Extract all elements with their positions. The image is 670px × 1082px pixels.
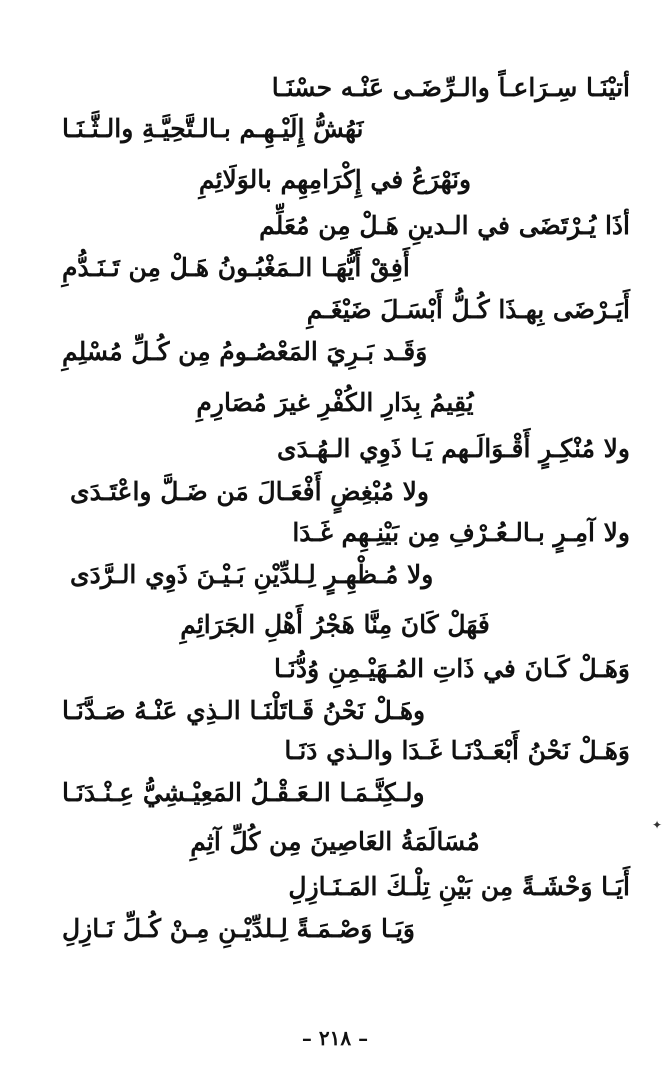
verse-line-10: ولا مُبْغِضٍ أَفْعَـالَ مَن ضَـلَّ واعْتَـدَى <box>70 477 429 506</box>
verse-line-16: وَهَـلْ نَحْنُ أَبْعَـدْنَـا غَـدَا والـذي دَنَـا <box>284 736 630 765</box>
refrain-line-3: فَهَلْ كَانَ مِنَّا هَجْرُ أَهْلِ الجَرَائِمِ <box>180 610 490 639</box>
verse-line-11: ولا آمِـرٍ بـالـعُـرْفِ مِن بَيْنِـهِم غَـدَا <box>292 518 630 547</box>
verse-line-14: وَهَـلْ كَـانَ في ذَاتِ المُـهَيْـمِنِ وُدُّنَـا <box>274 654 630 683</box>
refrain-line-4: مُسَالَمَةُ العَاصِينَ مِن كُلِّ آثِمِ <box>190 827 480 856</box>
verse-line-20: وَيَـا وَصْـمَـةً لِـلدِّيْـنِ مِـنْ كُـلِّ نَـازِلِ <box>62 914 415 943</box>
verse-line-2: نَهُشُّ إِلَيْـهِـم بـالـتَّحِيَّـةِ والـثَّـنَـا <box>62 114 364 143</box>
verse-line-1: أتيْنَـا سِـرَاعـاً والـرِّضَـى عَنْـه حسْنَـا <box>271 73 630 102</box>
verse-line-17: ولـكِنَّـمَـا الـعَـقْـلُ المَعِيْـشِيُّ عِـنْـدَنَـا <box>62 778 425 807</box>
verse-line-7: وَقَـد بَـرِيَ المَعْصُـومُ مِن كُـلِّ مُسْلِمِ <box>62 337 428 366</box>
verse-line-6: أَيَـرْضَى بِهـذَا كُـلُّ أَبْسَـلَ ضَيْغَـمِ <box>306 295 630 324</box>
verse-line-9: ولا مُنْكِـرٍ أَقْـوَالَـهم يَـا ذَوِي الـهُـدَى <box>277 434 630 463</box>
page-number: – ٢١٨ – <box>301 1026 369 1050</box>
verse-line-19: أَيَـا وَحْشَـةً مِن بَيْنِ تِلْـكَ المَـنَـازِلِ <box>288 872 630 901</box>
scan-speck: ✦ <box>652 818 663 832</box>
verse-line-15: وهَـلْ نَحْنُ قَـاتَلْنَـا الـذِي عَنْـهُ صَـدَّنَـا <box>62 696 426 725</box>
verse-line-4: أذَا يُـرْتَضَى في الـدينِ هَـلْ مِن مُعَلِّم <box>259 211 630 240</box>
refrain-line-1: ونَهْرَعُ في إِكْرَامِهِم بالوَلَائِمِ <box>198 165 472 194</box>
verse-line-5: أَفِقْ أَيُّهَـا الـمَغْبُـونُ هَـلْ مِن تَـنَـدُّمِ <box>62 253 410 282</box>
refrain-line-2: يُقِيمُ بِدَارِ الكُفْرِ غيرَ مُصَارِمِ <box>196 388 474 417</box>
verse-line-12: ولا مُـظْهِـرٍ لِـلدِّيْنِ بَـيْـنَ ذَوِي الـرَّدَى <box>70 560 434 589</box>
